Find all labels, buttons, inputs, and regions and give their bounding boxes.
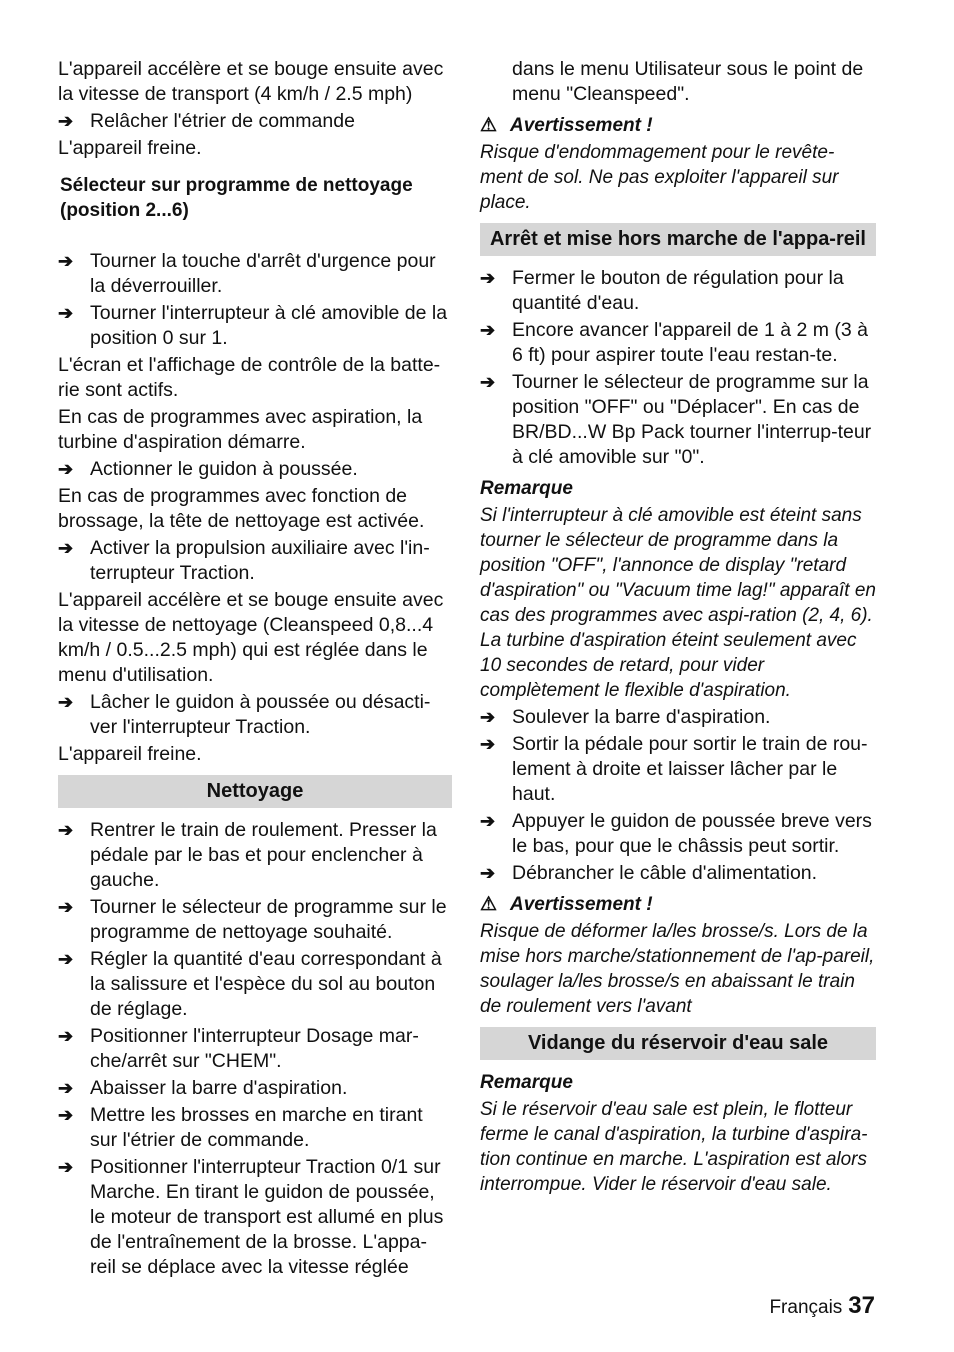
paragraph: En cas de programmes avec fonction de brossage, la tête de nettoyage est activée. xyxy=(58,485,425,532)
page-footer xyxy=(769,1292,875,1322)
arrow-right-icon: ➔ xyxy=(480,268,496,288)
step-item: ➔ Abaisser la barre d'aspiration. xyxy=(58,1077,348,1099)
arrow-right-icon: ➔ xyxy=(58,111,74,131)
arrow-right-icon: ➔ xyxy=(58,251,74,271)
section-heading-nettoyage: Nettoyage xyxy=(58,775,452,808)
warning-heading: ⚠ Avertissement ! xyxy=(480,115,653,136)
paragraph: L'appareil freine. xyxy=(58,743,202,765)
step-item: ➔ Positionner l'interrupteur Traction 0/1 sur Marche. En tirant le guidon de poussée, le moteur de transport est allumé en plus de l'entraînement de la brosse. L'appa-reil se déplace avec la vitesse réglée xyxy=(58,1156,444,1278)
warning-text: Risque d'endommagement pour le revête-ment de sol. Ne pas exploiter l'appareil sur place. xyxy=(480,142,839,213)
arrow-right-icon: ➔ xyxy=(58,303,74,323)
paragraph: En cas de programmes avec aspiration, la turbine d'aspiration démarre. xyxy=(58,406,423,453)
right-column xyxy=(480,57,876,1199)
arrow-right-icon: ➔ xyxy=(480,372,496,392)
arrow-right-icon: ➔ xyxy=(58,897,74,917)
step-item: ➔ Tourner le sélecteur de programme sur la position "OFF" ou "Déplacer". En cas de BR/BD...W Bp Pack tourner l'interrup-teur à clé amovible sur "0". xyxy=(480,371,872,468)
step-item: ➔ Sortir la pédale pour sortir le train de rou-lement à droite et laisser lâcher par le haut. xyxy=(480,733,868,805)
step-item: ➔ Tourner la touche d'arrêt d'urgence pour la déverrouiller. xyxy=(58,250,436,297)
arrow-right-icon: ➔ xyxy=(58,1157,74,1177)
step-continuation: dans le menu Utilisateur sous le point de menu "Cleanspeed". xyxy=(512,58,864,105)
arrow-right-icon: ➔ xyxy=(480,811,496,831)
left-column xyxy=(58,57,452,1282)
step-item: ➔ Actionner le guidon à poussée. xyxy=(58,458,358,480)
step-item: ➔ Appuyer le guidon de poussée breve vers le bas, pour que le châssis peut sortir. xyxy=(480,810,872,857)
step-item: ➔ Régler la quantité d'eau correspondant à la salissure et l'espèce du sol au bouton de réglage. xyxy=(58,948,442,1020)
arrow-right-icon: ➔ xyxy=(58,1105,74,1125)
warning-triangle-icon: ⚠ xyxy=(480,115,498,136)
paragraph: L'appareil accélère et se bouge ensuite avec la vitesse de transport (4 km/h / 2.5 mph) xyxy=(58,58,444,105)
step-item: ➔ Activer la propulsion auxiliaire avec l'in-terrupteur Traction. xyxy=(58,537,430,584)
step-item: ➔ Mettre les brosses en marche en tirant sur l'étrier de commande. xyxy=(58,1104,423,1151)
paragraph: L'écran et l'affichage de contrôle de la batte-rie sont actifs. xyxy=(58,354,441,401)
step-item: ➔ Tourner l'interrupteur à clé amovible de la position 0 sur 1. xyxy=(58,302,448,349)
arrow-right-icon: ➔ xyxy=(58,1026,74,1046)
arrow-right-icon: ➔ xyxy=(480,734,496,754)
warning-heading: ⚠ Avertissement ! xyxy=(480,894,653,915)
note-text: Si l'interrupteur à clé amovible est éteint sans tourner le sélecteur de programme dans la position "OFF", l'annonce de display "retard d'aspiration" ou "Vacuum time lag!" apparaît en cas des programmes avec aspi-ration (2, 4, 6). La turbine d'aspiration éteint seulement avec 10 secondes de retard, pour vider complètement le flexible d'aspiration. xyxy=(480,505,876,701)
warning-text: Risque de déformer la/les brosse/s. Lors de la mise hors marche/stationnement de l'ap-pareil, soulager la/les brosse/s en abaissant le train de roulement vers l'avant xyxy=(480,921,875,1017)
step-item: ➔ Relâcher l'étrier de commande xyxy=(58,110,355,132)
step-item: ➔ Soulever la barre d'aspiration. xyxy=(480,706,771,728)
step-item: ➔ Positionner l'interrupteur Dosage mar-che/arrêt sur "CHEM". xyxy=(58,1025,419,1072)
step-item: ➔ Lâcher le guidon à poussée ou désacti-ver l'interrupteur Traction. xyxy=(58,691,431,738)
arrow-right-icon: ➔ xyxy=(58,538,74,558)
section-heading-arret: Arrêt et mise hors marche de l'appa-reil xyxy=(480,223,876,256)
arrow-right-icon: ➔ xyxy=(58,692,74,712)
step-item: ➔ Fermer le bouton de régulation pour la quantité d'eau. xyxy=(480,267,844,314)
page-number: 37 xyxy=(848,1292,875,1319)
note-heading: Remarque xyxy=(480,478,573,499)
step-item: ➔ Tourner le sélecteur de programme sur le programme de nettoyage souhaité. xyxy=(58,896,447,943)
arrow-right-icon: ➔ xyxy=(58,459,74,479)
warning-triangle-icon: ⚠ xyxy=(480,894,498,915)
section-subheading: Sélecteur sur programme de nettoyage (position 2...6) xyxy=(60,175,413,221)
section-heading-vidange: Vidange du réservoir d'eau sale xyxy=(480,1027,876,1060)
step-item: ➔ Encore avancer l'appareil de 1 à 2 m (3 à 6 ft) pour aspirer toute l'eau restan-te. xyxy=(480,319,869,366)
paragraph: L'appareil accélère et se bouge ensuite avec la vitesse de nettoyage (Cleanspeed 0,8...4 km/h / 0.5...2.5 mph) qui est réglée dans le menu d'utilisation. xyxy=(58,589,444,686)
note-text: Si le réservoir d'eau sale est plein, le flotteur ferme le canal d'aspiration, la turbine d'aspira-tion continue en marche. L'aspiration est alors interrompue. Vider le réservoir d'eau sale. xyxy=(480,1099,868,1195)
arrow-right-icon: ➔ xyxy=(58,949,74,969)
arrow-right-icon: ➔ xyxy=(480,863,496,883)
arrow-right-icon: ➔ xyxy=(58,820,74,840)
footer-language: Français xyxy=(769,1297,843,1318)
note-heading: Remarque xyxy=(480,1072,573,1093)
step-item: ➔ Rentrer le train de roulement. Presser la pédale par le bas et pour enclencher à gauche. xyxy=(58,819,437,891)
step-item: ➔ Débrancher le câble d'alimentation. xyxy=(480,862,818,884)
paragraph: L'appareil freine. xyxy=(58,137,202,159)
arrow-right-icon: ➔ xyxy=(480,320,496,340)
arrow-right-icon: ➔ xyxy=(480,707,496,727)
arrow-right-icon: ➔ xyxy=(58,1078,74,1098)
